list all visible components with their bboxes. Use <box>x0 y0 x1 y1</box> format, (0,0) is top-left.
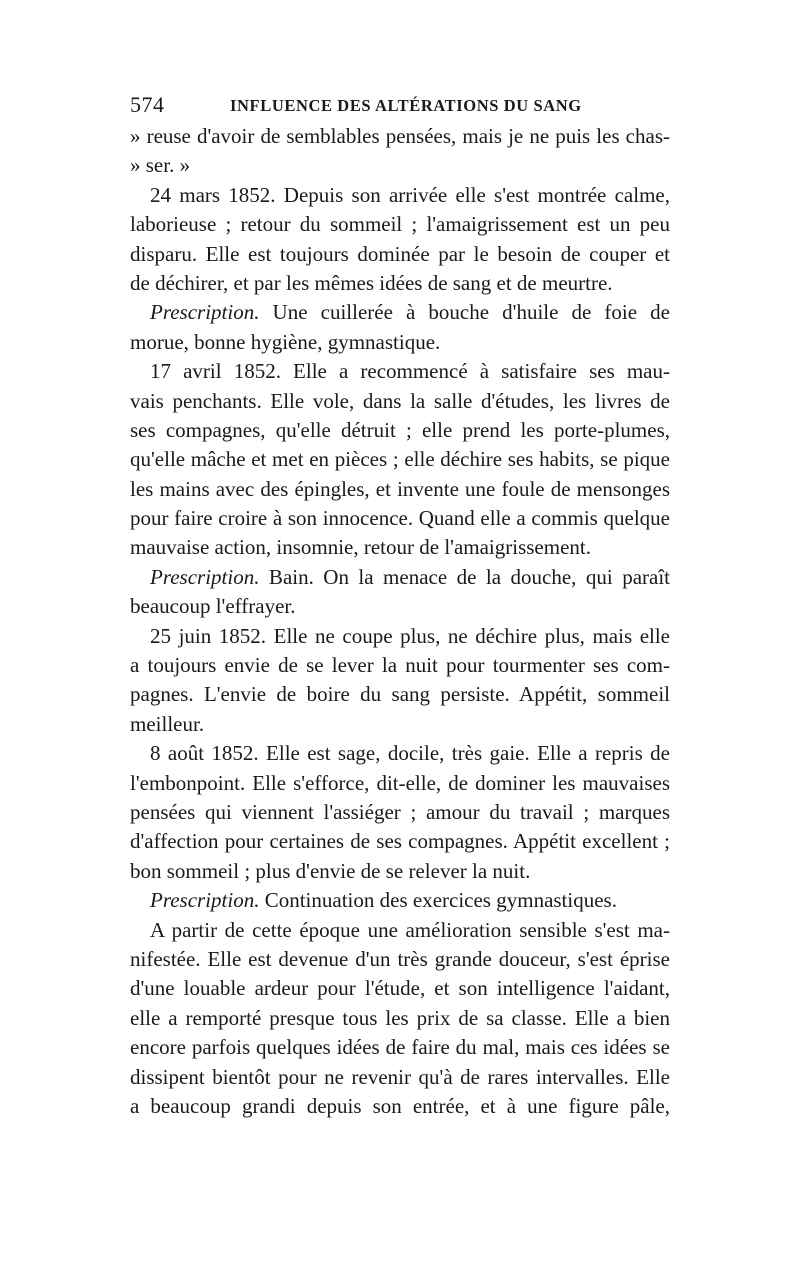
text-line <box>130 739 670 768</box>
text-line <box>130 974 670 1003</box>
text-line <box>130 710 670 739</box>
page-number: 574 <box>130 92 165 117</box>
text-line <box>130 886 670 915</box>
text-line <box>130 827 670 856</box>
body-text <box>130 122 670 1121</box>
line-text: A partir de cette époque une amélioration sensible s'est ma- <box>150 917 670 942</box>
text-line <box>130 651 670 680</box>
line-text: a toujours envie de se lever la nuit pour tourmenter ses com- <box>130 653 670 678</box>
text-line <box>130 945 670 974</box>
text-line <box>130 357 670 386</box>
line-text: mauvaise action, insomnie, retour de l'amaigrissement. <box>130 535 591 560</box>
text-line <box>130 475 670 504</box>
italic-label: Prescription. <box>150 888 260 913</box>
line-text: Une cuillerée à bouche d'huile de foie de <box>259 300 670 325</box>
text-line <box>130 298 670 327</box>
line-text: 24 mars 1852. Depuis son arrivée elle s'est montrée calme, <box>150 182 670 207</box>
text-line <box>130 210 670 239</box>
text-line <box>130 769 670 798</box>
line-text: beaucoup l'effrayer. <box>130 594 296 619</box>
text-line <box>130 387 670 416</box>
line-text: l'embonpoint. Elle s'efforce, dit-elle, de dominer les mauvaises <box>130 770 670 795</box>
running-title: INFLUENCE DES ALTÉRATIONS DU SANG <box>230 96 582 115</box>
text-line <box>130 269 670 298</box>
text-line <box>130 622 670 651</box>
text-line <box>130 533 670 562</box>
text-line <box>130 328 670 357</box>
text-line <box>130 798 670 827</box>
text-line <box>130 1033 670 1062</box>
line-text: Continuation des exercices gymnastiques. <box>259 888 617 913</box>
text-line <box>130 445 670 474</box>
line-text: elle a remporté presque tous les prix de sa classe. Elle a bien <box>130 1005 670 1030</box>
text-line <box>130 504 670 533</box>
line-text: qu'elle mâche et met en pièces ; elle déchire ses habits, se pique <box>130 447 670 472</box>
line-text: d'affection pour certaines de ses compagnes. Appétit excellent ; <box>130 829 670 854</box>
line-text: disparu. Elle est toujours dominée par le besoin de couper et <box>130 241 670 266</box>
text-line <box>130 857 670 886</box>
line-text: d'une louable ardeur pour l'étude, et son intelligence l'aidant, <box>130 976 670 1001</box>
line-text: Bain. On la menace de la douche, qui paraît <box>259 564 670 589</box>
text-line <box>130 240 670 269</box>
text-line <box>130 1063 670 1092</box>
line-text: 8 août 1852. Elle est sage, docile, très gaie. Elle a repris de <box>150 741 670 766</box>
text-line <box>130 1092 670 1121</box>
line-text: ses compagnes, qu'elle détruit ; elle prend les porte-plumes, <box>130 417 670 442</box>
line-text: bon sommeil ; plus d'envie de se relever la nuit. <box>130 858 531 883</box>
line-text: laborieuse ; retour du sommeil ; l'amaigrissement est un peu <box>130 212 670 237</box>
italic-label: Prescription. <box>150 564 260 589</box>
line-text: 25 juin 1852. Elle ne coupe plus, ne déchire plus, mais elle <box>150 623 670 648</box>
line-text: nifestée. Elle est devenue d'un très grande douceur, s'est éprise <box>130 946 670 971</box>
line-text: de déchirer, et par les mêmes idées de sang et de meurtre. <box>130 270 613 295</box>
line-text: les mains avec des épingles, et invente une foule de mensonges <box>130 476 670 501</box>
text-line <box>130 416 670 445</box>
text-line <box>130 151 670 180</box>
line-text: pour faire croire à son innocence. Quand elle a commis quelque <box>130 506 670 531</box>
text-line <box>130 1004 670 1033</box>
text-line <box>130 122 670 151</box>
line-text: pagnes. L'envie de boire du sang persiste. Appétit, sommeil <box>130 682 670 707</box>
line-text: morue, bonne hygiène, gymnastique. <box>130 329 441 354</box>
text-line <box>130 563 670 592</box>
line-text: 17 avril 1852. Elle a recommencé à satisfaire ses mau- <box>150 359 670 384</box>
text-line <box>130 916 670 945</box>
text-line <box>130 181 670 210</box>
line-text: vais penchants. Elle vole, dans la salle d'études, les livres de <box>130 388 670 413</box>
line-text: dissipent bientôt pour ne revenir qu'à de rares intervalles. Elle <box>130 1064 670 1089</box>
text-line <box>130 680 670 709</box>
line-text: pensées qui viennent l'assiéger ; amour du travail ; marques <box>130 799 670 824</box>
line-text: encore parfois quelques idées de faire du mal, mais ces idées se <box>130 1035 670 1060</box>
italic-label: Prescription. <box>150 300 260 325</box>
line-text: » reuse d'avoir de semblables pensées, mais je ne puis les chas- <box>130 124 670 148</box>
line-text: » ser. » <box>130 153 191 178</box>
text-line <box>130 592 670 621</box>
line-text: a beaucoup grandi depuis son entrée, et à une figure pâle, <box>130 1093 670 1118</box>
line-text: meilleur. <box>130 711 205 736</box>
running-head <box>130 92 670 122</box>
